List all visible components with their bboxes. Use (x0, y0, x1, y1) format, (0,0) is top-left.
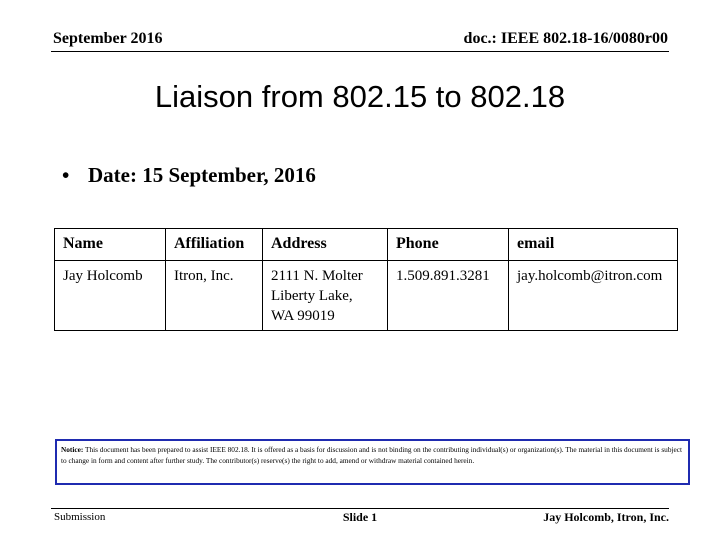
bullet-text: Date: 15 September, 2016 (88, 163, 316, 187)
footer-author: Jay Holcomb, Itron, Inc. (543, 510, 669, 524)
header-date: September 2016 (53, 30, 163, 47)
notice-text: This document has been prepared to assist IEEE 802.18. It is offered as a basis for discussion and is not binding on the contributing individual(s) or organization(s). The material in this document is subject to change in form and content after further study. The contributor(s) reserve(s) the right to add, amend or withdraw material contained herein. (61, 445, 683, 465)
cell-email: jay.holcomb@itron.com (509, 261, 678, 331)
col-header-name: Name (55, 229, 166, 261)
col-header-phone: Phone (388, 229, 509, 261)
col-header-address: Address (263, 229, 388, 261)
date-bullet (62, 163, 316, 188)
col-header-email: email (509, 229, 678, 261)
cell-affiliation: Itron, Inc. (166, 261, 263, 331)
header-doc-id: doc.: IEEE 802.18-16/0080r00 (463, 30, 668, 47)
bullet-dot: • (62, 163, 70, 187)
col-header-affiliation: Affiliation (166, 229, 263, 261)
notice-label: Notice: (61, 445, 84, 454)
address-line-3: WA 99019 (271, 308, 335, 324)
header-rule (51, 51, 669, 52)
table-row (55, 261, 678, 331)
address-line-1: 2111 N. Molter (271, 268, 363, 284)
address-line-2: Liberty Lake, (271, 288, 353, 304)
cell-name: Jay Holcomb (55, 261, 166, 331)
footer-slide-number: Slide 1 (342, 510, 378, 524)
footer-submission: Submission (54, 511, 106, 523)
notice-box (55, 439, 690, 485)
slide-title: Liaison from 802.15 to 802.18 (154, 79, 566, 114)
authors-table (54, 228, 678, 331)
cell-address (263, 261, 388, 331)
cell-phone: 1.509.891.3281 (388, 261, 509, 331)
footer-rule (51, 508, 669, 509)
table-header-row (55, 229, 678, 261)
